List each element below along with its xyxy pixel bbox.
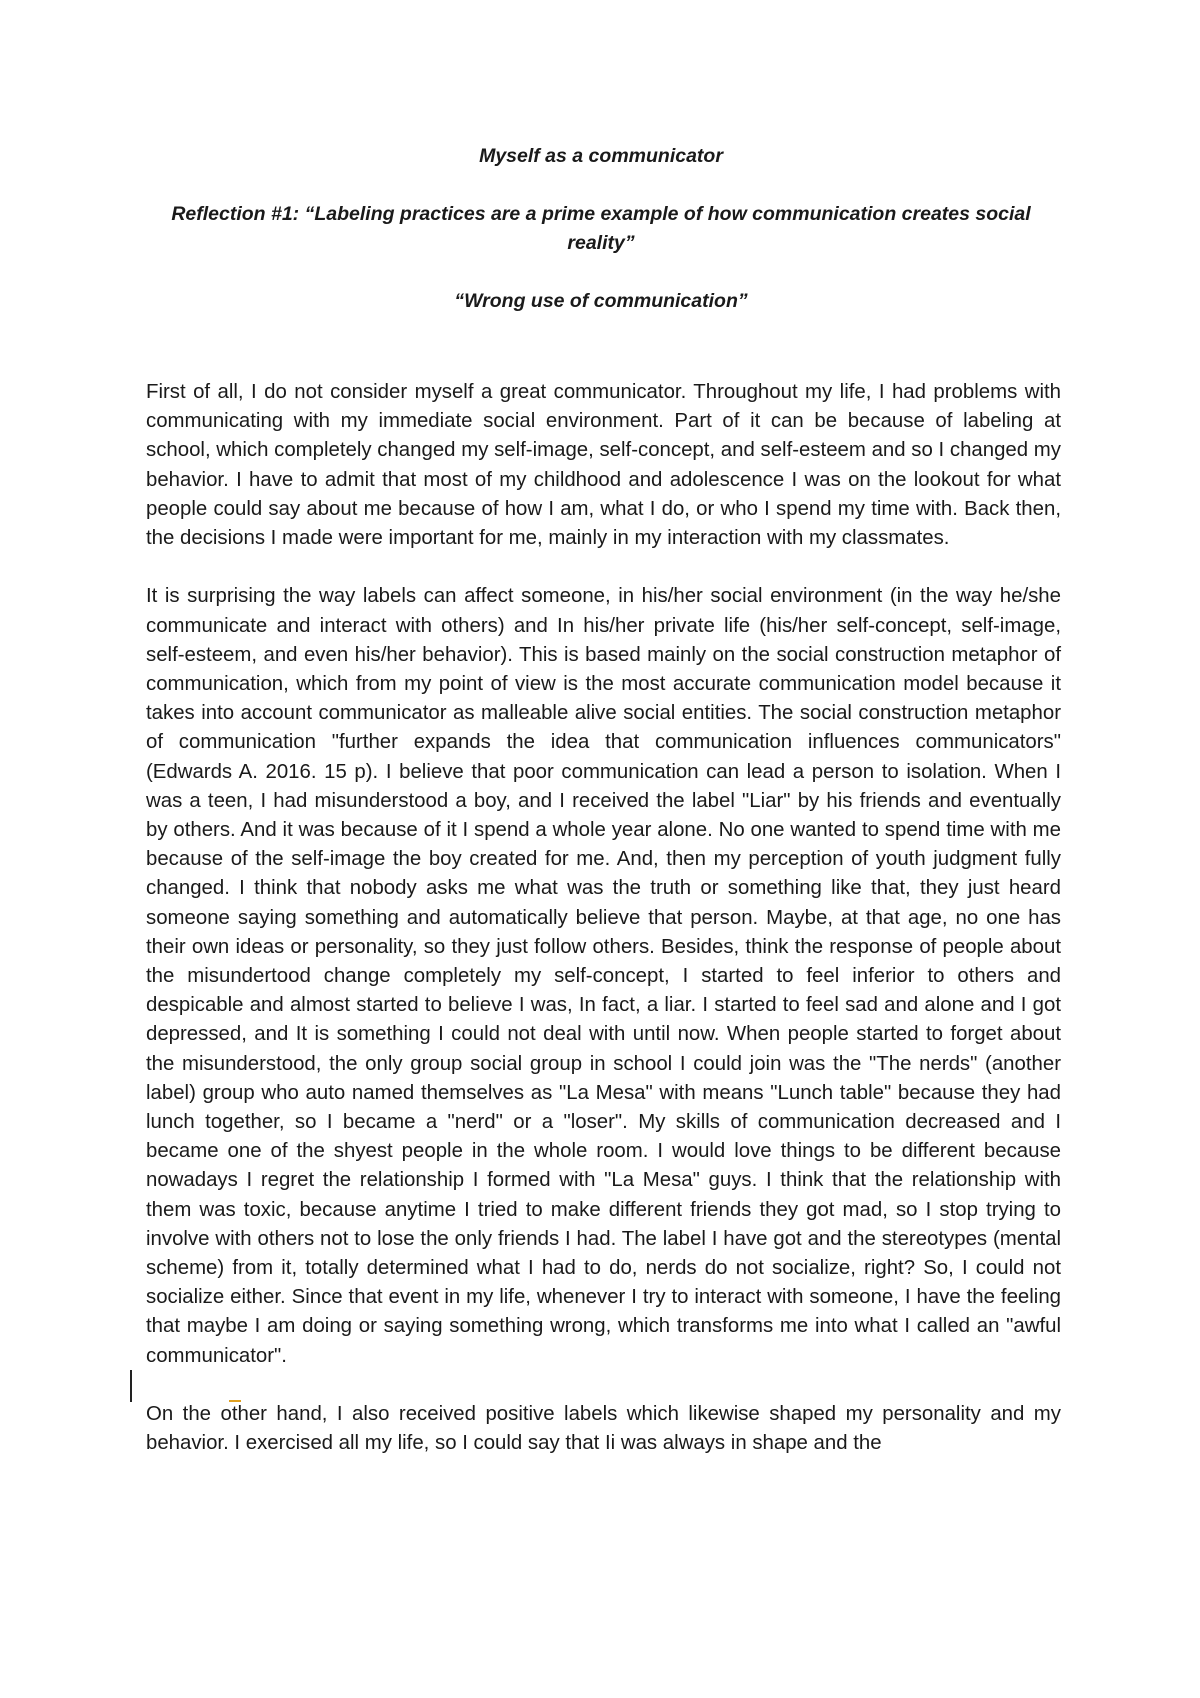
document-headings — [146, 142, 1056, 316]
text-cursor — [130, 1370, 132, 1402]
document-body[interactable] — [146, 378, 1061, 1458]
paragraph-positive-labels: On the other hand, I also received positive labels which likewise shaped my personality and my behavior. I exercised all my life, so I could say that Ii was always in shape and the — [146, 1403, 1061, 1455]
paragraph-labels: It is surprising the way labels can affect someone, in his/her social environment (in the way he/she communicate and interact with others) and In his/her private life (his/her self-concept, self-image, self-esteem, and even his/her behavior). This is based mainly on the social construction metaphor of communication, which from my point of view is the most accurate communication model because it takes into account communicator as malleable alive social entities. The social construction metaphor of communication "further expands the idea that communication influences communicators" (Edwards A. 2016. 15 p). I believe that poor communication can lead a person to isolation. When I was a teen, I had misunderstood a boy, and I received the label "Liar" by his friends and eventually by others. And it was because of it I spend a whole year alone. No one wanted to spend time with me because of the self-image the boy created for me. And, then my perception of youth judgment fully changed. I think that nobody asks me what was the truth or something like that, they just heard someone saying something and automatically believe that person. Maybe, at that age, no one has their own ideas or personality, so they just follow others. Besides, think the response of people about the misundertood change completely my self-concept, I started to feel inferior to others and despicable and almost started to believe I was, In fact, a liar. I started to feel sad and alone and I got depressed, and It is something I could not deal with until now. When people started to forget about the misunderstood, the only group social group in school I could join was the "The nerds" (another label) group who auto named themselves as "La Mesa" with means "Lunch table" because they had lunch together, so I became a "nerd" or a "loser". My skills of communication decreased and I became one of the shyest people in the whole room. I would love things to be different because nowadays I regret the relationship I formed with "La Mesa" guys. I think that the relationship with them was toxic, because anytime I tried to make different friends they got mad, so I stop trying to involve with others not to lose the only friends I had. The label I have got and the stereotypes (mental scheme) from it, totally determined what I had to do, nerds do not socialize, right? So, I could not socialize either. Since that event in my life, whenever I try to interact with someone, I have the feeling that maybe I am doing or saying something wrong, which transforms me into what I called an "awful communicator". — [146, 585, 1061, 1367]
paragraph-intro: First of all, I do not consider myself a great communicator. Throughout my life, I had problems with communicating with my immediate social environment. Part of it can be because of labeling at school, which completely changed my self-image, self-concept, and self-esteem and so I changed my behavior. I have to admit that most of my childhood and adolescence I was on the lookout for what people could say about me because of how I am, what I do, or who I spend my time with. Back then, the decisions I made were important for me, mainly in my interaction with my classmates. — [146, 381, 1061, 550]
edit-marker-icon — [229, 1396, 241, 1402]
document-title: Myself as a communicator — [479, 145, 723, 167]
reflection-heading: Reflection #1: “Labeling practices are a prime example of how communication creates social reality” — [171, 203, 1031, 254]
document-subtitle: “Wrong use of communication” — [454, 290, 748, 312]
